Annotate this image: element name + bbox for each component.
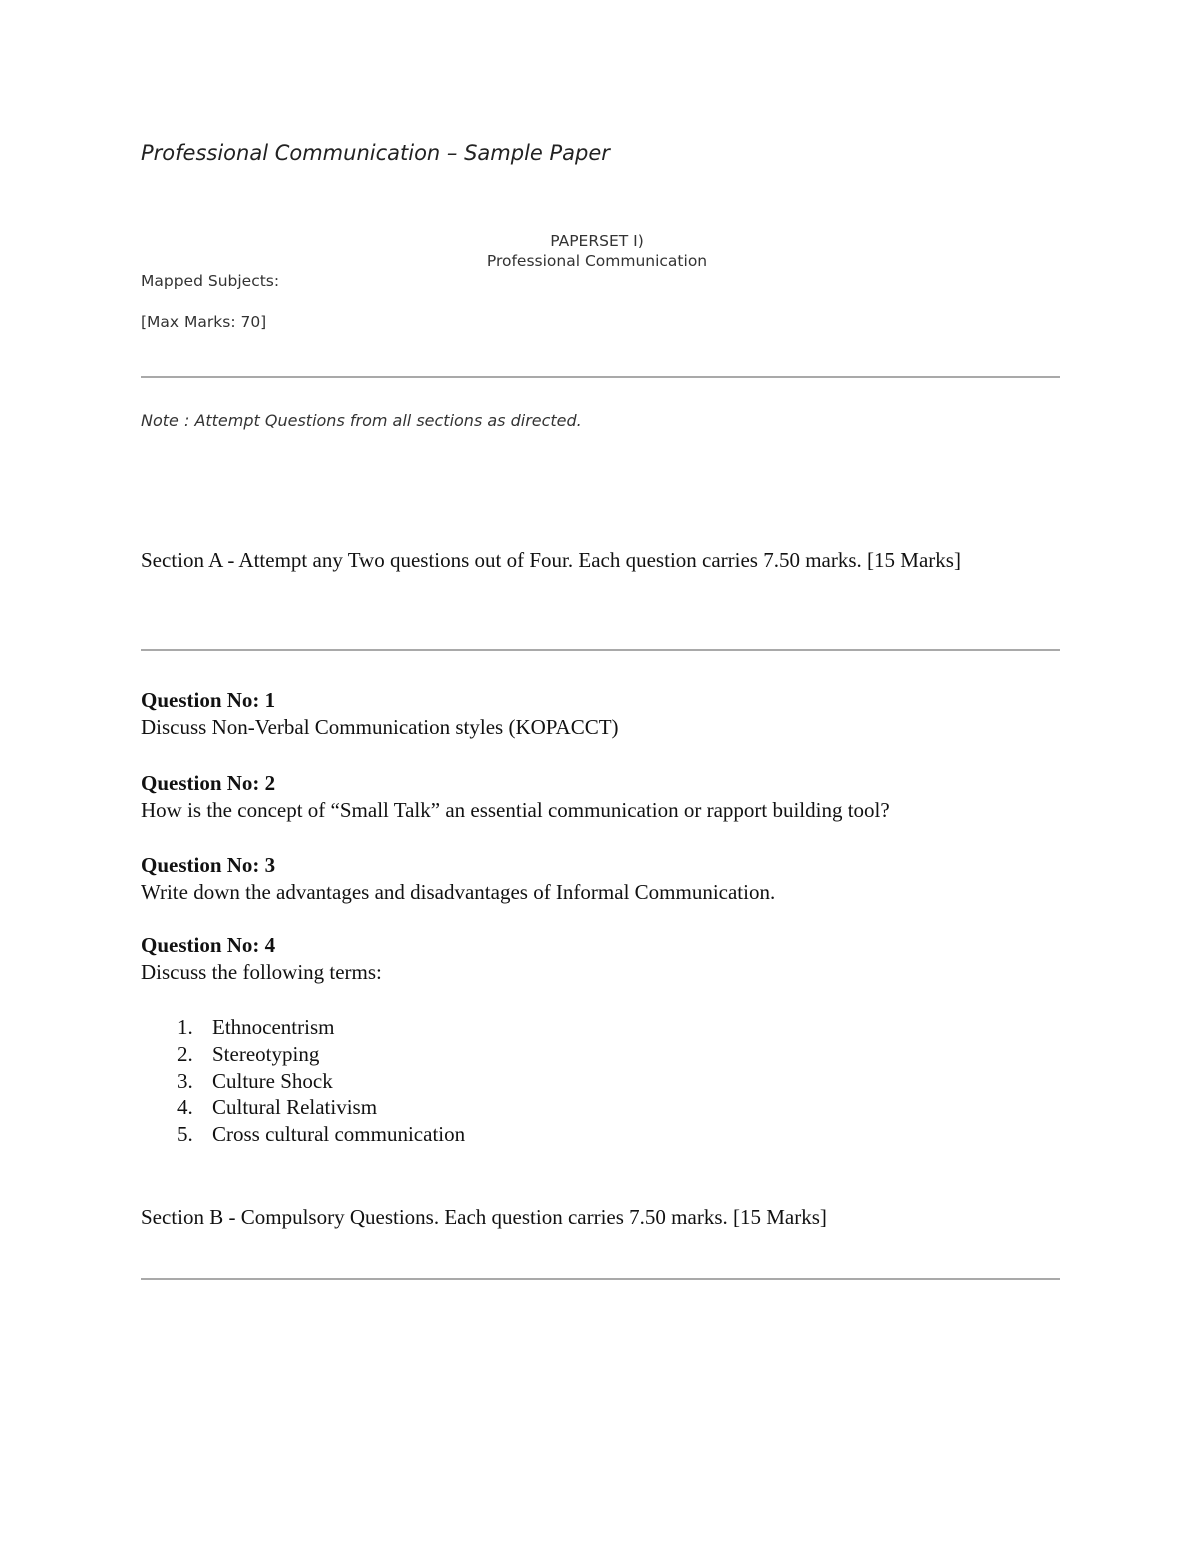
list-item-text: Culture Shock <box>212 1068 333 1093</box>
question-block <box>141 932 1060 986</box>
question-block <box>141 687 1060 741</box>
question-label: Question No: 3 <box>141 853 276 877</box>
list-item <box>141 1041 465 1068</box>
divider <box>141 649 1060 651</box>
question-block <box>141 852 1060 906</box>
question-text: Discuss Non-Verbal Communication styles (KOPACCT) <box>141 715 619 739</box>
divider <box>141 376 1060 378</box>
list-item-text: Cultural Relativism <box>212 1095 378 1120</box>
max-marks: [Max Marks: 70] <box>141 313 267 331</box>
list-number: 4. <box>177 1095 193 1120</box>
list-number: 5. <box>177 1122 193 1147</box>
list-item-text: Ethnocentrism <box>212 1015 335 1039</box>
list-item <box>141 1121 465 1148</box>
paperset-label: PAPERSET I) <box>550 232 644 250</box>
question-text: Discuss the following terms: <box>141 960 382 984</box>
list-number: 1. <box>177 1015 193 1039</box>
list-item <box>141 1094 465 1121</box>
question-label: Question No: 1 <box>141 688 276 712</box>
question-label: Question No: 2 <box>141 771 276 795</box>
section-a-heading: Section A - Attempt any Two questions out of Four. Each question carries 7.50 marks. [15 Marks] <box>141 548 961 572</box>
question-block <box>141 770 1060 824</box>
question-label: Question No: 4 <box>141 933 276 957</box>
instructions-note: Note : Attempt Questions from all sections as directed. <box>141 411 582 430</box>
list-item-text: Cross cultural communication <box>212 1122 466 1147</box>
list-item <box>141 1014 465 1041</box>
list-number: 2. <box>177 1041 193 1066</box>
section-b-heading: Section B - Compulsory Questions. Each question carries 7.50 marks. [15 Marks] <box>141 1205 827 1229</box>
mapped-subjects: Mapped Subjects: <box>141 272 280 290</box>
paperset-block <box>0 231 1194 271</box>
paperset-subject: Professional Communication <box>486 252 708 270</box>
document-title: Professional Communication – Sample Paper <box>141 141 610 165</box>
list-number: 3. <box>177 1068 193 1093</box>
question-text: Write down the advantages and disadvantages of Informal Communication. <box>141 880 776 904</box>
list-item-text: Stereotyping <box>212 1041 320 1066</box>
question-text: How is the concept of “Small Talk” an essential communication or rapport building tool? <box>141 798 890 822</box>
divider <box>141 1278 1060 1280</box>
list-item <box>141 1068 465 1095</box>
terms-list <box>141 1014 465 1148</box>
